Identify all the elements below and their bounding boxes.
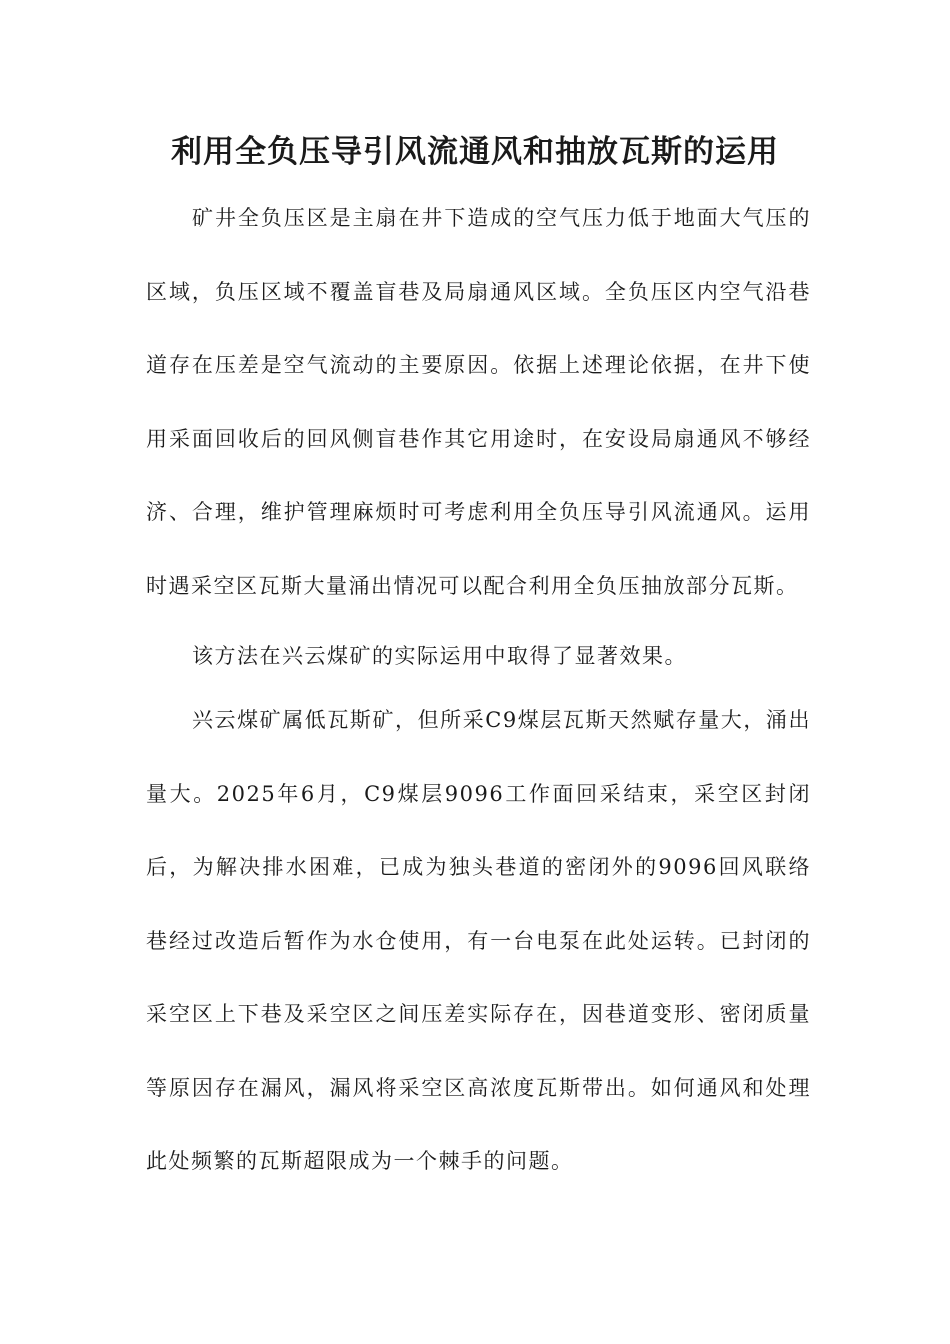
- paragraph-3: 兴云煤矿属低瓦斯矿，但所采C9煤层瓦斯天然赋存量大，涌出量大。2025年6月，C9煤层9096工作面回采结束，采空区封闭后，为解决排水困难，已成为独头巷道的密闭外的9096回风联络巷经过改造后暂作为水仓使用，有一台电泵在此处运转。已封闭的采空区上下巷及采空区之间压差实际存在，因巷道变形、密闭质量等原因存在漏风，漏风将采空区高浓度瓦斯带出。如何通风和处理此处频繁的瓦斯超限成为一个棘手的问题。: [146, 708, 811, 1173]
- paragraph-1: 矿井全负压区是主扇在井下造成的空气压力低于地面大气压的区域，负压区域不覆盖盲巷及局扇通风区域。全负压区内空气沿巷道存在压差是空气流动的主要原因。依据上述理论依据，在井下使用采面回收后的回风侧盲巷作其它用途时，在安设局扇通风不够经济、合理，维护管理麻烦时可考虑利用全负压导引风流通风。运用时遇采空区瓦斯大量涌出情况可以配合利用全负压抽放部分瓦斯。: [146, 206, 811, 598]
- paragraph-2: 该方法在兴云煤矿的实际运用中取得了显著效果。: [192, 644, 687, 668]
- document-title: 利用全负压导引风流通风和抽放瓦斯的运用: [171, 134, 779, 170]
